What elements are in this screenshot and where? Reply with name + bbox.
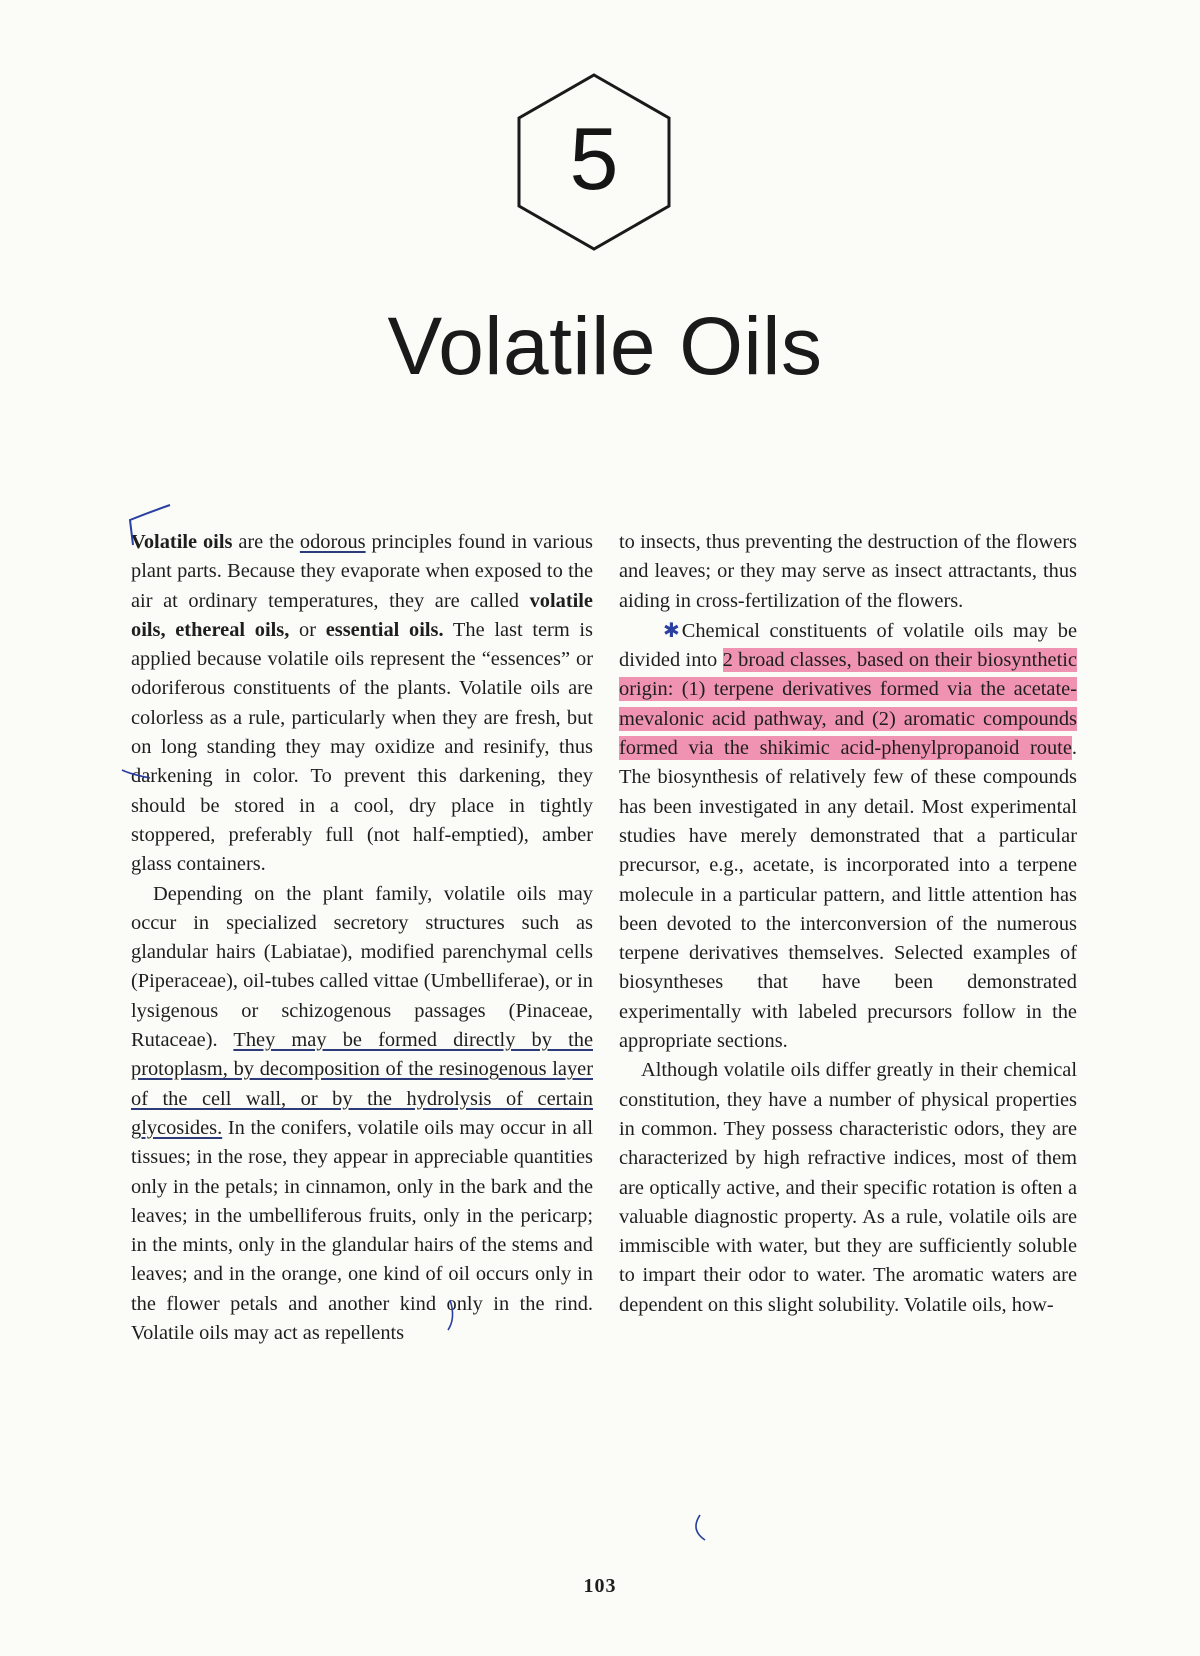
paragraph-properties: Although volatile oils differ greatly in their chemical constitution, they have a number of physical properties in common. They possess characteristic odors, they are characterized by high refractive indices, most of them are optically active, and their specific rotation is often a valuable diagnostic property. As a rule, volatile oils are immiscible with water, but they are sufficiently soluble to impart their odor to water. The aromatic waters are dependent on this slight solubility. Volatile oils, how-	[619, 1059, 1077, 1316]
left-column	[131, 528, 593, 1348]
chapter-title: Volatile Oils	[387, 301, 823, 392]
paragraph-constituents	[619, 616, 1077, 1056]
term-essential-oils: essential oils.	[325, 618, 444, 641]
chapter-number-badge	[515, 72, 673, 252]
text-span: or	[289, 618, 326, 641]
paragraph-continuation: to insects, thus preventing the destruction of the flowers and leaves; or they may serve as insect attractants, thus aiding in cross-fertilization of the flowers.	[619, 531, 1077, 612]
underlined-formation-sentence: They may be formed directly by the protoplasm, by decomposition of the resinogenous layer of the cell wall, or by the hydrolysis of certain glycosides.	[131, 1029, 593, 1139]
text-span: In the conifers, volatile oils may occur in all tissues; in the rose, they appear in appreciable quantities only in the petals; in cinnamon, only in the bark and the leaves; in the umbelliferous fruits, only in the pericarp; in the mints, only in the glandular hairs of the stems and leaves; and in the orange, one kind of oil occurs only in the flower petals and another kind only in the rind. Volatile oils may act as repellents	[131, 1116, 593, 1345]
paragraph-intro	[131, 528, 593, 880]
paragraph-occurrence	[131, 880, 593, 1349]
right-column	[619, 528, 1077, 1320]
chapter-number: 5	[569, 109, 619, 208]
highlighted-classes: 2 broad classes, based on their biosynthetic origin: (1) terpene derivatives formed via the acetate-mevalonic acid pathway, and (2) aromatic compounds formed via the shikimic acid-phenylpropanoid route	[619, 649, 1077, 760]
text-span: Depending on the plant family, volatile oils may occur in specialized secretory structures such as glandular hairs (Labiatae), modified parenchymal cells (Piperaceae), oil-tubes called vittae (Umbelliferae), or in lysigenous or schizogenous passages (Pinaceae, Rutaceae).	[131, 882, 593, 1052]
text-span: The last term is applied because volatile oils represent the “essences” or odoriferous constituents of the plants. Volatile oils are colorless as a rule, particularly when they are fresh, but on long standing they may oxidize and resinify, thus darkening in color. To prevent this darkening, they should be stored in a cool, dry place in tightly stoppered, preferably full (not half-emptied), amber glass containers.	[131, 618, 593, 876]
page-number: 103	[583, 1575, 617, 1597]
text-span: Chemical constituents of volatile oils may be divided into	[619, 619, 1077, 672]
text-span: . The biosynthesis of relatively few of these compounds has been investigated in any detail. Most experimental studies have merely demonstrated that a particular precursor, e.g., acetate, is incorporated into a terpene molecule in a particular pattern, and little attention has been devoted to the interconversion of the numerous terpene derivatives themselves. Selected examples of biosyntheses that have been demonstrated experimentally with labeled precursors follow in the appropriate sections.	[619, 737, 1077, 1053]
underlined-odorous: odorous	[299, 531, 366, 553]
asterisk-icon: ✱	[663, 617, 680, 642]
text-span: principles found in various plant parts. Because they evaporate when exposed to the air at ordinary temperatures, they are called	[131, 531, 593, 612]
term-synonyms: volatile oils, ethereal oils,	[131, 589, 593, 641]
text-span: are the	[232, 531, 300, 553]
term-volatile-oils: Volatile oils	[131, 531, 233, 553]
pen-stroke	[696, 1515, 705, 1540]
